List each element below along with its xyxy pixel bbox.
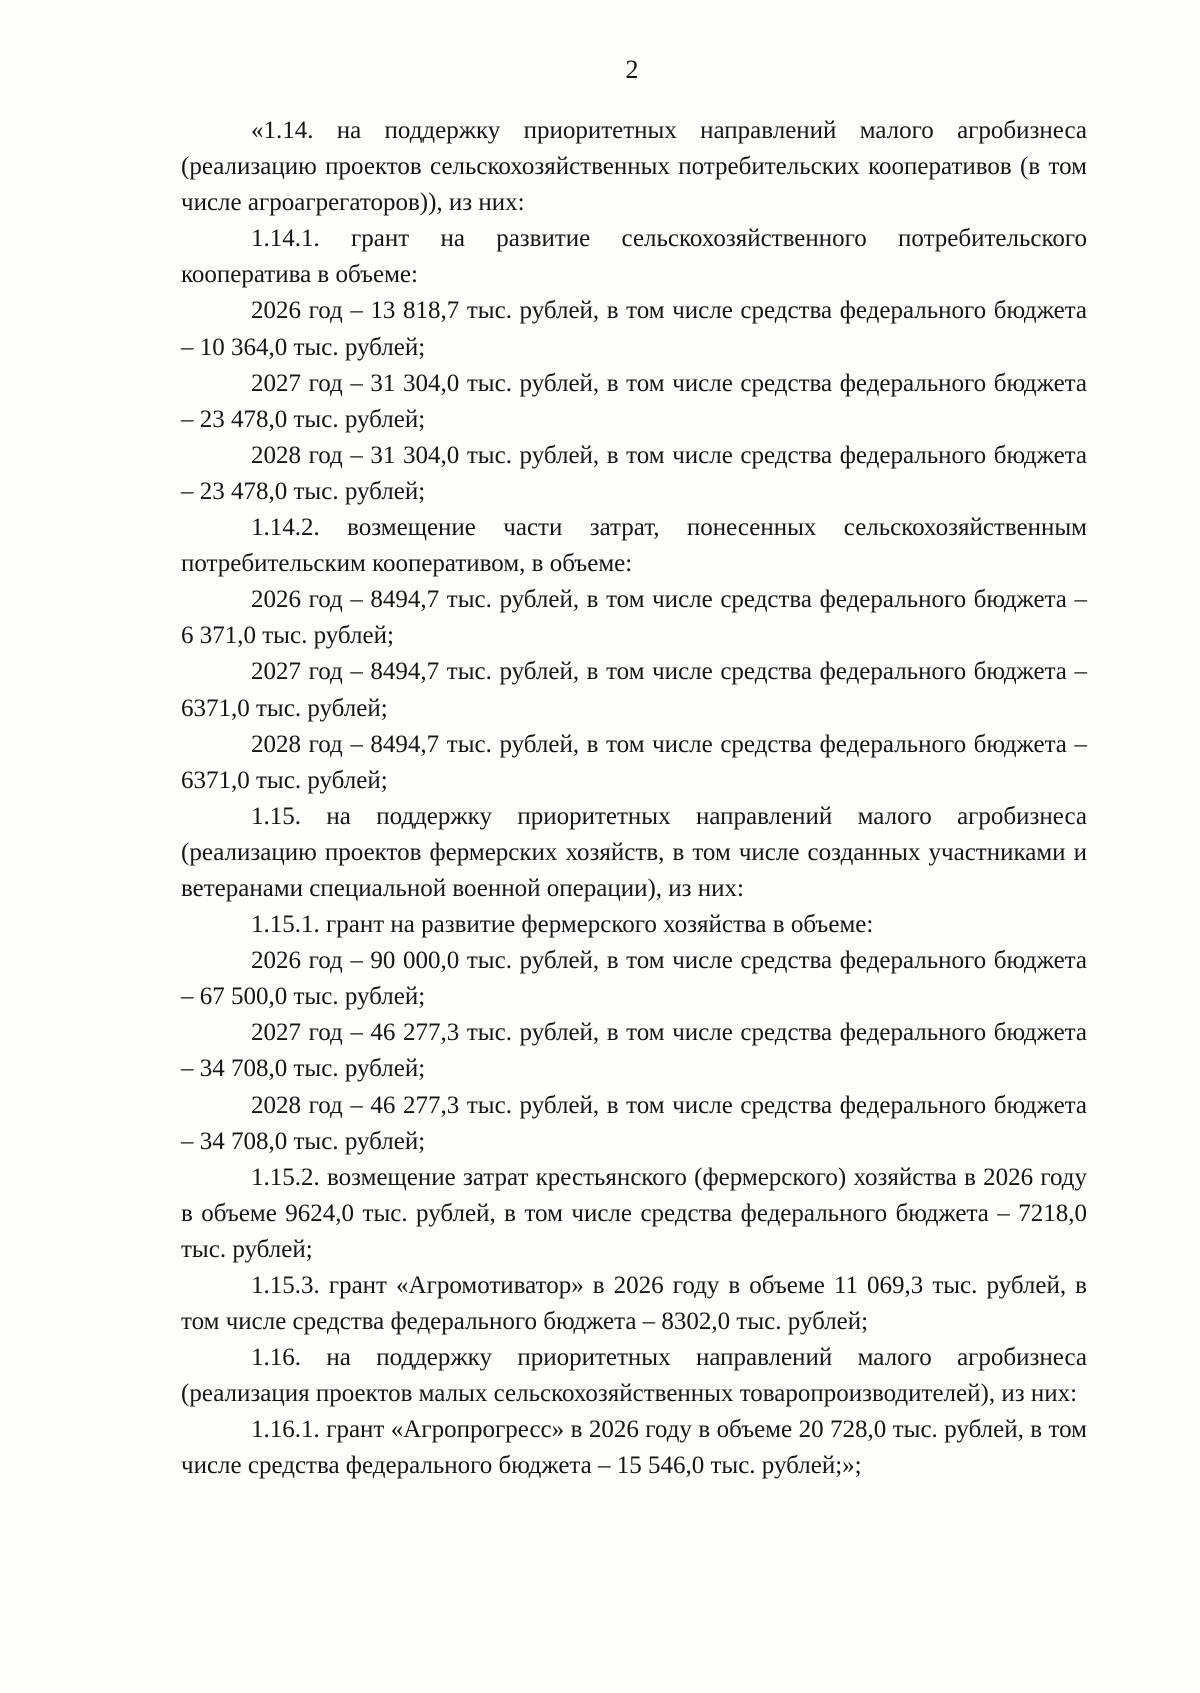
paragraph-1-14-1-2028: 2028 год – 31 304,0 тыс. рублей, в том числе средства федерального бюджета – 23 478,0 тыс. рублей; [181, 441, 1087, 505]
paragraph-1-14-1: 1.14.1. грант на развитие сельскохозяйственного потребительского кооператива в объеме: [181, 225, 1087, 289]
paragraph-1-14-2: 1.14.2. возмещение части затрат, понесенных сельскохозяйственным потребительским кооперативом, в объеме: [181, 514, 1087, 578]
paragraph-1-15-1: 1.15.1. грант на развитие фермерского хозяйства в объеме: [251, 911, 874, 939]
paragraph-1-14-1-2027: 2027 год – 31 304,0 тыс. рублей, в том числе средства федерального бюджета – 23 478,0 тыс. рублей; [181, 369, 1087, 433]
paragraph-1-14-2-2026: 2026 год – 8494,7 тыс. рублей, в том числе средства федерального бюджета – 6 371,0 тыс. рублей; [181, 586, 1087, 650]
paragraph-1-14-2-2027: 2027 год – 8494,7 тыс. рублей, в том числе средства федерального бюджета – 6371,0 тыс. рублей; [181, 658, 1087, 722]
paragraph-1-15-2: 1.15.2. возмещение затрат крестьянского (фермерского) хозяйства в 2026 году в объеме 9624,0 тыс. рублей, в том числе средства федерального бюджета – 7218,0 тыс. рублей; [181, 1163, 1087, 1263]
page-number: 2 [625, 55, 639, 84]
paragraph-1-16: 1.16. на поддержку приоритетных направлений малого агробизнеса (реализация проектов малых сельскохозяйственных товаропроизводителей), из них: [181, 1344, 1087, 1408]
paragraph-1-15-1-2026: 2026 год – 90 000,0 тыс. рублей, в том числе средства федерального бюджета – 67 500,0 тыс. рублей; [181, 947, 1087, 1011]
paragraph-1-15-3: 1.15.3. грант «Агромотиватор» в 2026 году в объеме 11 069,3 тыс. рублей, в том числе средства федерального бюджета – 8302,0 тыс. рублей; [181, 1272, 1087, 1336]
paragraph-1-16-1: 1.16.1. грант «Агропрогресс» в 2026 году в объеме 20 728,0 тыс. рублей, в том числе средства федерального бюджета – 15 546,0 тыс. рублей;»; [181, 1416, 1087, 1480]
document-body [181, 113, 1087, 1485]
paragraph-1-15-1-2027: 2027 год – 46 277,3 тыс. рублей, в том числе средства федерального бюджета – 34 708,0 тыс. рублей; [181, 1019, 1087, 1083]
paragraph-1-14-1-2026: 2026 год – 13 818,7 тыс. рублей, в том числе средства федерального бюджета – 10 364,0 тыс. рублей; [181, 297, 1087, 361]
paragraph-1-15-1-2028: 2028 год – 46 277,3 тыс. рублей, в том числе средства федерального бюджета – 34 708,0 тыс. рублей; [181, 1091, 1087, 1155]
paragraph-1-15: 1.15. на поддержку приоритетных направлений малого агробизнеса (реализацию проектов фермерских хозяйств, в том числе созданных участниками и ветеранами специальной военной операции), из них: [181, 802, 1087, 902]
paragraph-1-14: «1.14. на поддержку приоритетных направлений малого агробизнеса (реализацию проектов сельскохозяйственных потребительских кооперативов (в том числе агроагрегаторов)), из них: [181, 117, 1087, 217]
paragraph-1-14-2-2028: 2028 год – 8494,7 тыс. рублей, в том числе средства федерального бюджета – 6371,0 тыс. рублей; [181, 730, 1087, 794]
